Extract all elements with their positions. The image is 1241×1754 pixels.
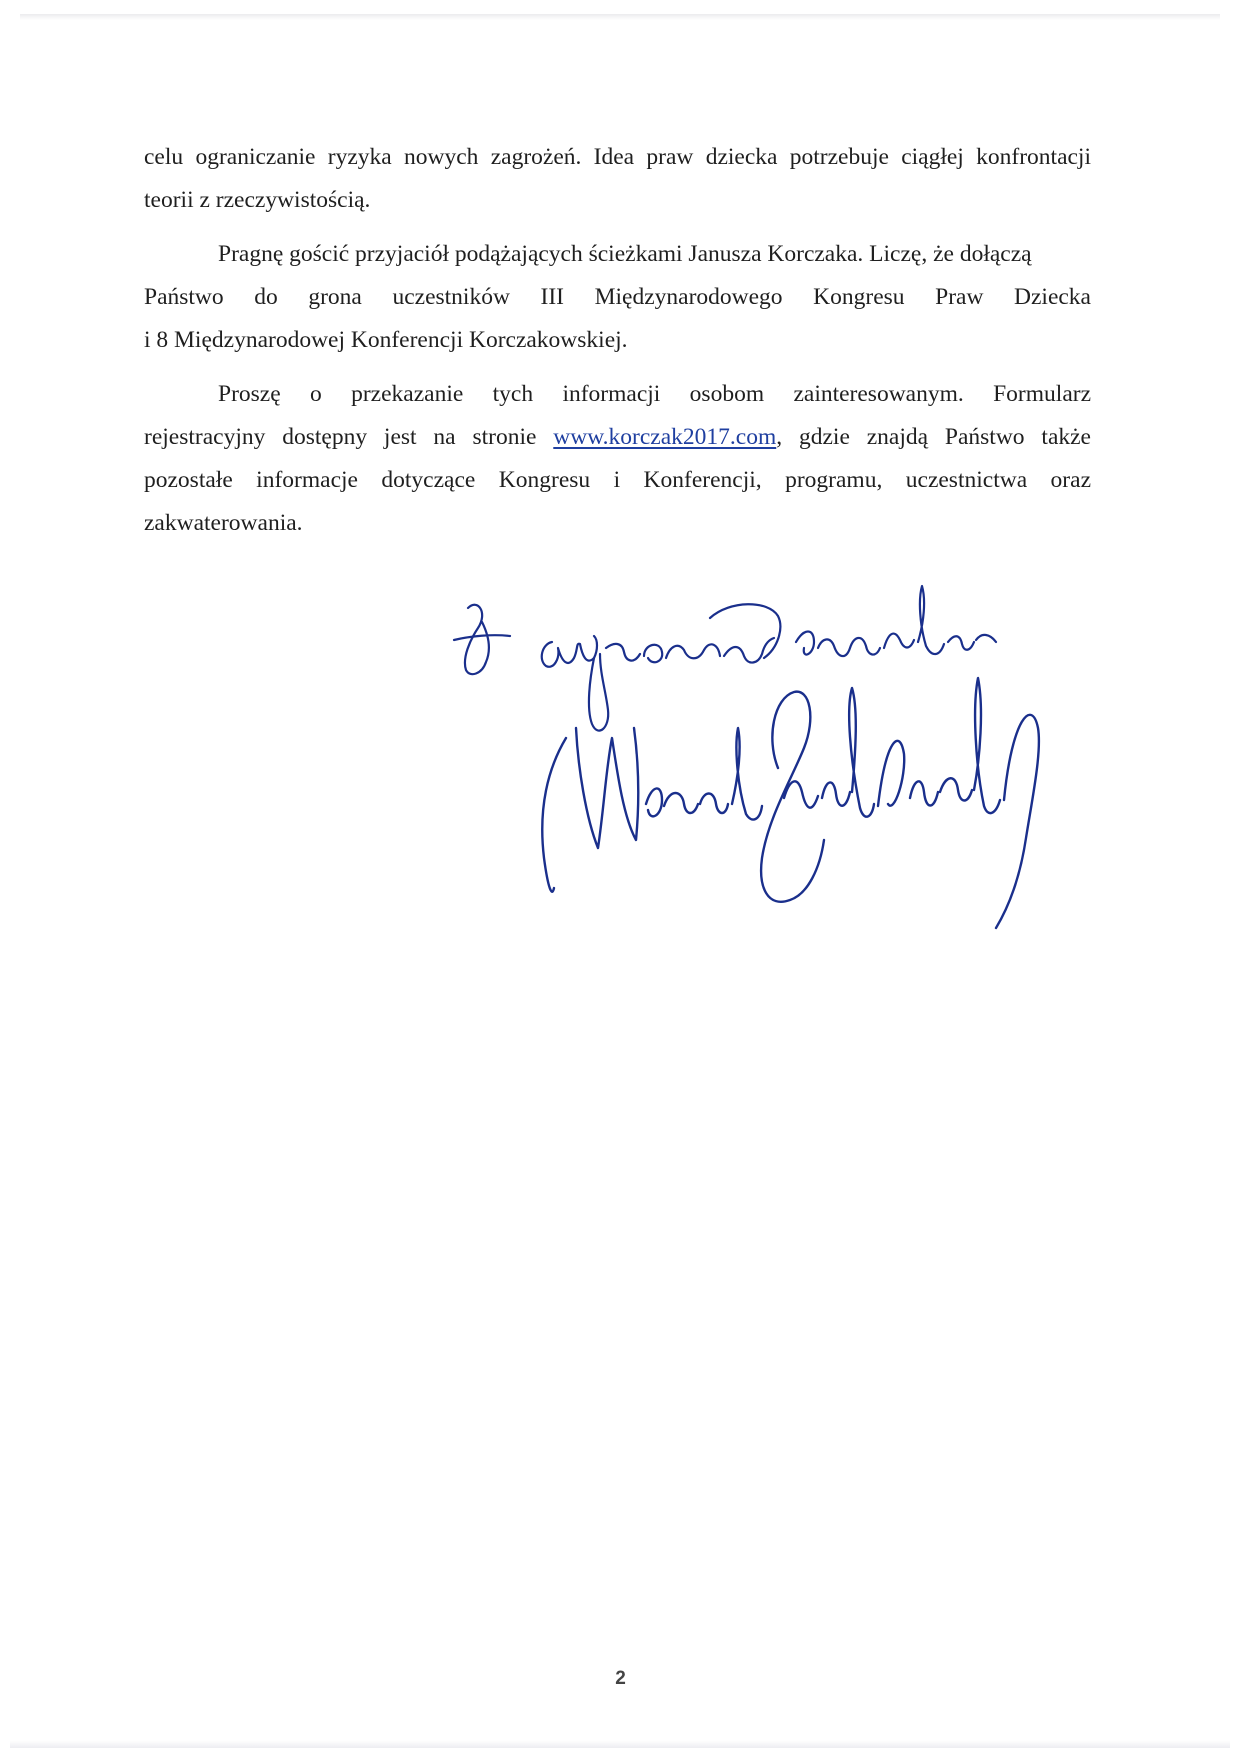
signature-name-handwriting (542, 678, 1039, 928)
paragraph-3-line-2-before: rejestracyjny dostępny jest na stronie (144, 424, 554, 450)
paragraph-3-line-2-after: , gdzie znajdą Państwo także (776, 424, 1091, 450)
paragraph-3-cont (144, 416, 1091, 545)
scan-edge-bottom (10, 1740, 1230, 1748)
signature-closing-handwriting (454, 586, 996, 731)
page-number: 2 (615, 1668, 626, 1689)
paragraph-1-line-2: teorii z rzeczywistością. (144, 187, 371, 213)
paragraph-3-line-3: pozostałe informacje dotyczące Kongresu i Konferencji, programu, uczestnictwa oraz (144, 467, 1091, 493)
paragraph-1 (144, 136, 1091, 222)
paragraph-2-line-2: Państwo do grona uczestników III Międzynarodowego Kongresu Praw Dziecka (144, 284, 1091, 310)
scan-edge-top (20, 14, 1220, 20)
letter-body (144, 136, 1091, 545)
handwritten-signature (448, 578, 1128, 978)
paragraph-1-line-1: celu ograniczanie ryzyka nowych zagrożeń. Idea praw dziecka potrzebuje ciągłej konfrontacji (144, 144, 1091, 170)
paragraph-3 (144, 373, 1091, 416)
paragraph-3-line-4: zakwaterowania. (144, 510, 303, 536)
paragraph-2-line-3: i 8 Międzynarodowej Konferencji Korczakowskiej. (144, 327, 628, 353)
paragraph-3-line-2 (144, 416, 1091, 459)
paragraph-3-line-1: Proszę o przekazanie tych informacji osobom zainteresowanym. Formularz (218, 381, 1091, 407)
korczak-website-link[interactable]: www.korczak2017.com (553, 424, 777, 450)
paragraph-2-cont (144, 276, 1091, 362)
paragraph-2 (144, 233, 1091, 276)
paragraph-2-line-1: Pragnę gościć przyjaciół podążających ścieżkami Janusza Korczaka. Liczę, że dołączą (218, 241, 1032, 267)
